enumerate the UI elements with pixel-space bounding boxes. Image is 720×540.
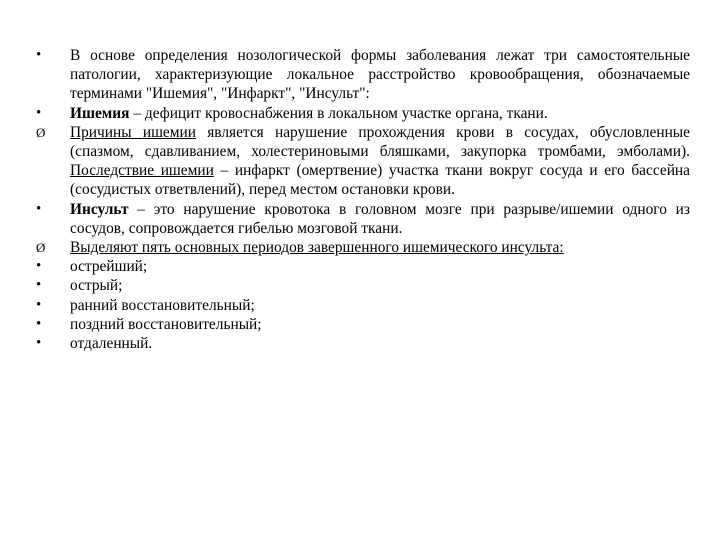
- list-item-text: отдаленный.: [70, 335, 153, 353]
- bullet-icon: •: [36, 258, 42, 275]
- term-stroke: Инсульт: [70, 200, 129, 218]
- list-item: [36, 257, 690, 276]
- bullet-icon: •: [36, 296, 42, 313]
- list-item-text: [70, 104, 690, 123]
- underlined-ischemia: ишемии: [142, 123, 196, 141]
- list-item: [36, 334, 690, 353]
- arrow-bullet-icon: Ø: [36, 240, 46, 256]
- bullet-icon: •: [36, 200, 42, 217]
- definition-ischemia: – дефицит кровоснабжения в локальном участке органа, ткани.: [129, 104, 548, 122]
- list-item-text: [70, 200, 690, 238]
- definition-stroke: – это нарушение кровотока в головном мозге при разрыве/ишемии одного из сосудов, сопровождается гибелью мозговой ткани.: [70, 200, 690, 237]
- list-item-text: поздний восстановительный;: [70, 315, 262, 333]
- list-item: [36, 276, 690, 295]
- bullet-icon: •: [36, 47, 42, 63]
- list-item: [36, 315, 690, 334]
- underlined-causes: Причины: [70, 123, 132, 141]
- list-item: [36, 238, 690, 257]
- list-item-text: [70, 123, 690, 200]
- list-item-text: Выделяют пять основных периодов завершенного ишемического инсульта:: [70, 239, 564, 257]
- bullet-icon: •: [36, 277, 42, 294]
- bullet-icon: •: [36, 104, 42, 121]
- list-item-text: острый;: [70, 277, 123, 295]
- underlined-space: [132, 124, 143, 141]
- list-item: [36, 296, 690, 315]
- bullet-icon: •: [36, 315, 42, 332]
- list-item-text: ранний восстановительный;: [70, 296, 255, 314]
- list-item-text: острейший;: [70, 258, 148, 276]
- underlined-consequence: Последствие ишемии: [70, 162, 214, 180]
- list-item: [36, 200, 690, 238]
- list-item-text: В основе определения нозологической формы заболевания лежат три самостоятельные патологии, характеризующие локальное расстройство кровообращения, обозначаемые терминами "Ишемия", "Инфаркт", "Инсульт":: [70, 47, 690, 103]
- consequence-text: – инфаркт (омертвение) участка ткани вокруг сосуда и его бассейна (сосудистых ответвлений), перед местом остановки крови.: [70, 162, 690, 199]
- list-item: [36, 123, 690, 200]
- list-item: [36, 104, 690, 123]
- bullet-icon: •: [36, 335, 42, 352]
- term-ischemia: Ишемия: [70, 104, 130, 122]
- arrow-bullet-icon: Ø: [36, 124, 46, 140]
- list-item: [36, 46, 690, 104]
- causes-text: является нарушение прохождения крови в сосудах, обусловленные (спазмом, сдавливанием, холестериновыми бляшками, закупорка тромбами, эмболами).: [70, 123, 690, 161]
- bullet-list: [36, 46, 690, 353]
